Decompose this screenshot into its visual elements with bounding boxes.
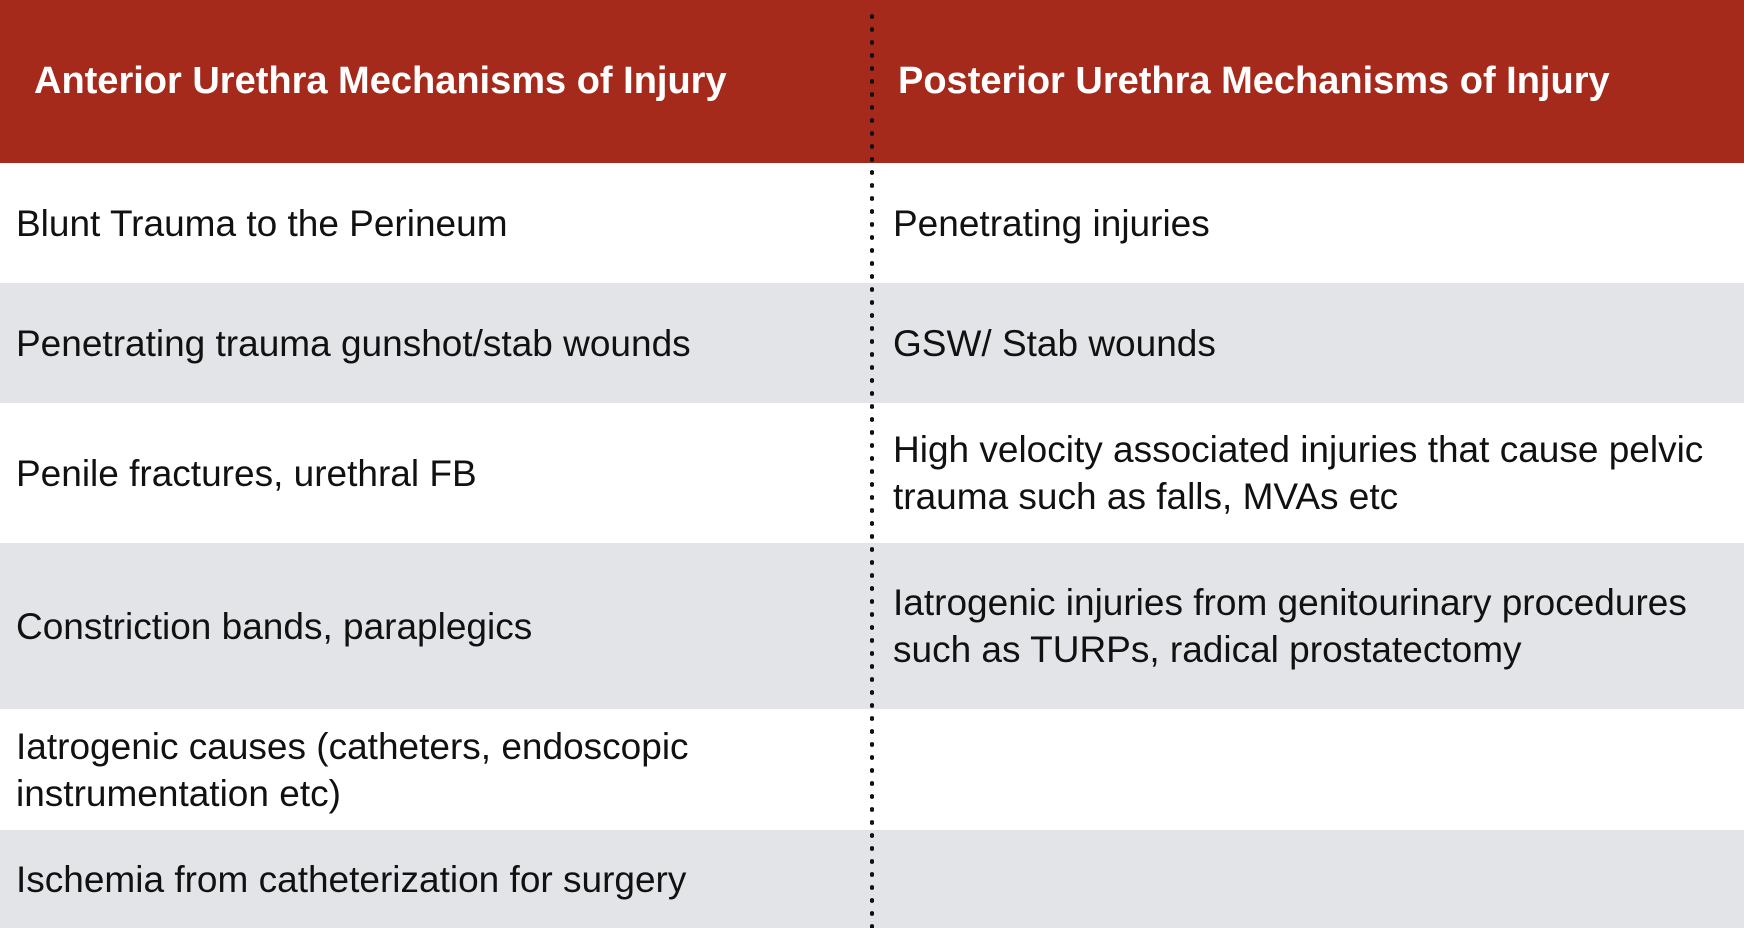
anterior-cell: Ischemia from catheterization for surgery (16, 858, 687, 900)
anterior-cell: Constriction bands, paraplegics (16, 605, 533, 647)
header-anterior-urethra: Anterior Urethra Mechanisms of Injury (34, 60, 727, 102)
header-posterior-urethra: Posterior Urethra Mechanisms of Injury (898, 60, 1610, 102)
posterior-cell: High velocity associated injuries that cause pelvic trauma such as falls, MVAs etc (893, 429, 1704, 517)
anterior-cell: Penetrating trauma gunshot/stab wounds (16, 322, 691, 364)
posterior-cell: GSW/ Stab wounds (893, 322, 1216, 364)
posterior-cell: Penetrating injuries (893, 202, 1210, 244)
anterior-cell: Penile fractures, urethral FB (16, 452, 477, 494)
anterior-cell: Blunt Trauma to the Perineum (16, 202, 508, 244)
anterior-cell: Iatrogenic causes (catheters, endoscopic instrumentation etc) (16, 725, 689, 814)
dotted-column-divider (870, 10, 874, 928)
posterior-cell (872, 709, 1744, 830)
posterior-cell (872, 830, 1744, 928)
posterior-cell: Iatrogenic injuries from genitourinary procedures such as TURPs, radical prostatectomy (893, 582, 1687, 670)
